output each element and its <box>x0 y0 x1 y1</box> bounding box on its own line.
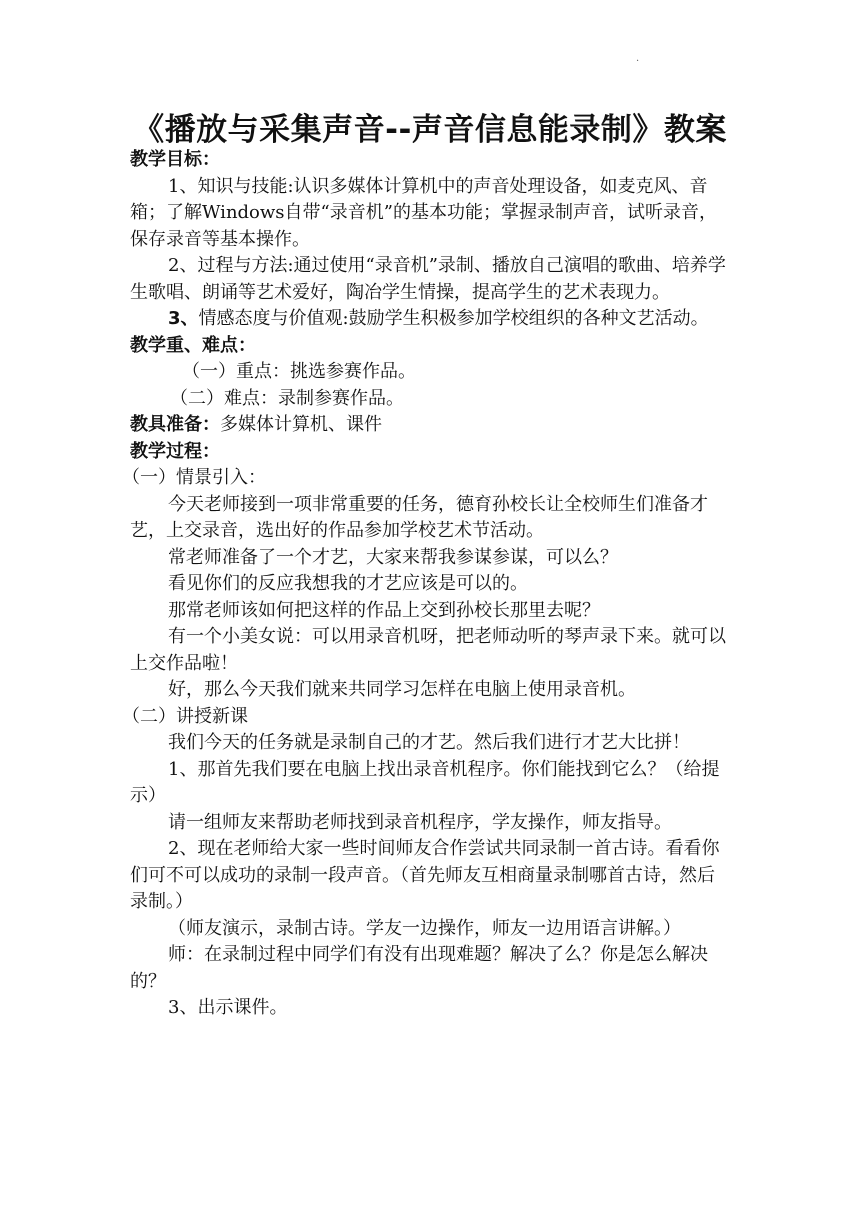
step-2-paragraph-1: 我们今天的任务就是录制自己的才艺。然后我们进行才艺大比拼！ <box>168 732 690 753</box>
step-2-paragraph-7: 3、出示课件。 <box>168 997 288 1018</box>
step-1-heading: （一）情景引入： <box>122 467 266 488</box>
step-2-paragraph-2: 1、那首先我们要在电脑上找出录音机程序。你们能找到它么？（给提示） <box>130 758 720 806</box>
objective-3-text: 情感态度与价值观:鼓励学生积极参加学校组织的各种文艺活动。 <box>198 308 709 329</box>
keypoint-1: （一）重点：挑选参赛作品。 <box>182 361 416 382</box>
keypoint-2: （二）难点：录制参赛作品。 <box>170 387 404 409</box>
keypoints-heading: 教学重、难点： <box>130 334 256 356</box>
process-heading: 教学过程： <box>130 440 220 462</box>
document-body <box>122 147 730 1022</box>
step-2-paragraph-5: （师友演示，录制古诗。学友一边操作，师友一边用语言讲解。） <box>168 917 681 939</box>
tools-text: 多媒体计算机、课件 <box>220 414 382 435</box>
tools-heading: 教具准备： <box>130 414 220 435</box>
step-1-paragraph-1: 今天老师接到一项非常重要的任务，德育孙校长让全校师生们准备才艺，上交录音，选出好的作品参加学校艺术节活动。 <box>130 493 708 541</box>
step-1-paragraph-6: 好，那么今天我们就来共同学习怎样在电脑上使用录音机。 <box>168 679 636 700</box>
step-2-heading: （二）讲授新课 <box>122 705 248 727</box>
objective-3 <box>130 306 730 333</box>
objective-2: 2、过程与方法:通过使用“录音机”录制、播放自己演唱的歌曲、培养学生歌唱、朗诵等艺术爱好，陶冶学生情操，提高学生的艺术表现力。 <box>130 255 726 303</box>
step-1-paragraph-5: 有一个小美女说：可以用录音机呀，把老师动听的琴声录下来。就可以上交作品啦！ <box>130 626 726 674</box>
tools-line <box>130 412 730 439</box>
step-1-paragraph-4: 那常老师该如何把这样的作品上交到孙校长那里去呢？ <box>168 599 600 621</box>
objectives-heading: 教学目标： <box>130 149 220 170</box>
step-2-paragraph-4: 2、现在老师给大家一些时间师友合作尝试共同录制一首古诗。看看你们可不可以成功的录制一段声音。（首先师友互相商量录制哪首古诗，然后录制。） <box>130 838 720 912</box>
step-1-paragraph-2: 常老师准备了一个才艺，大家来帮我参谋参谋，可以么？ <box>168 546 618 568</box>
document-title: 《播放与采集声音--声音信息能录制》教案 <box>133 112 727 148</box>
step-1-paragraph-3: 看见你们的反应我想我的才艺应该是可以的。 <box>168 573 528 594</box>
step-2-paragraph-6: 师：在录制过程中同学们有没有出现难题？解决了么？你是怎么解决的？ <box>130 944 708 992</box>
objective-3-number: 3、 <box>168 308 199 329</box>
step-2-paragraph-3: 请一组师友来帮助老师找到录音机程序，学友操作，师友指导。 <box>168 811 672 833</box>
objective-1: 1、知识与技能:认识多媒体计算机中的声音处理设备，如麦克风、音箱；了解Windows自带“录音机”的基本功能；掌握录制声音，试听录音，保存录音等基本操作。 <box>130 175 717 250</box>
header-mark: · <box>636 56 640 67</box>
